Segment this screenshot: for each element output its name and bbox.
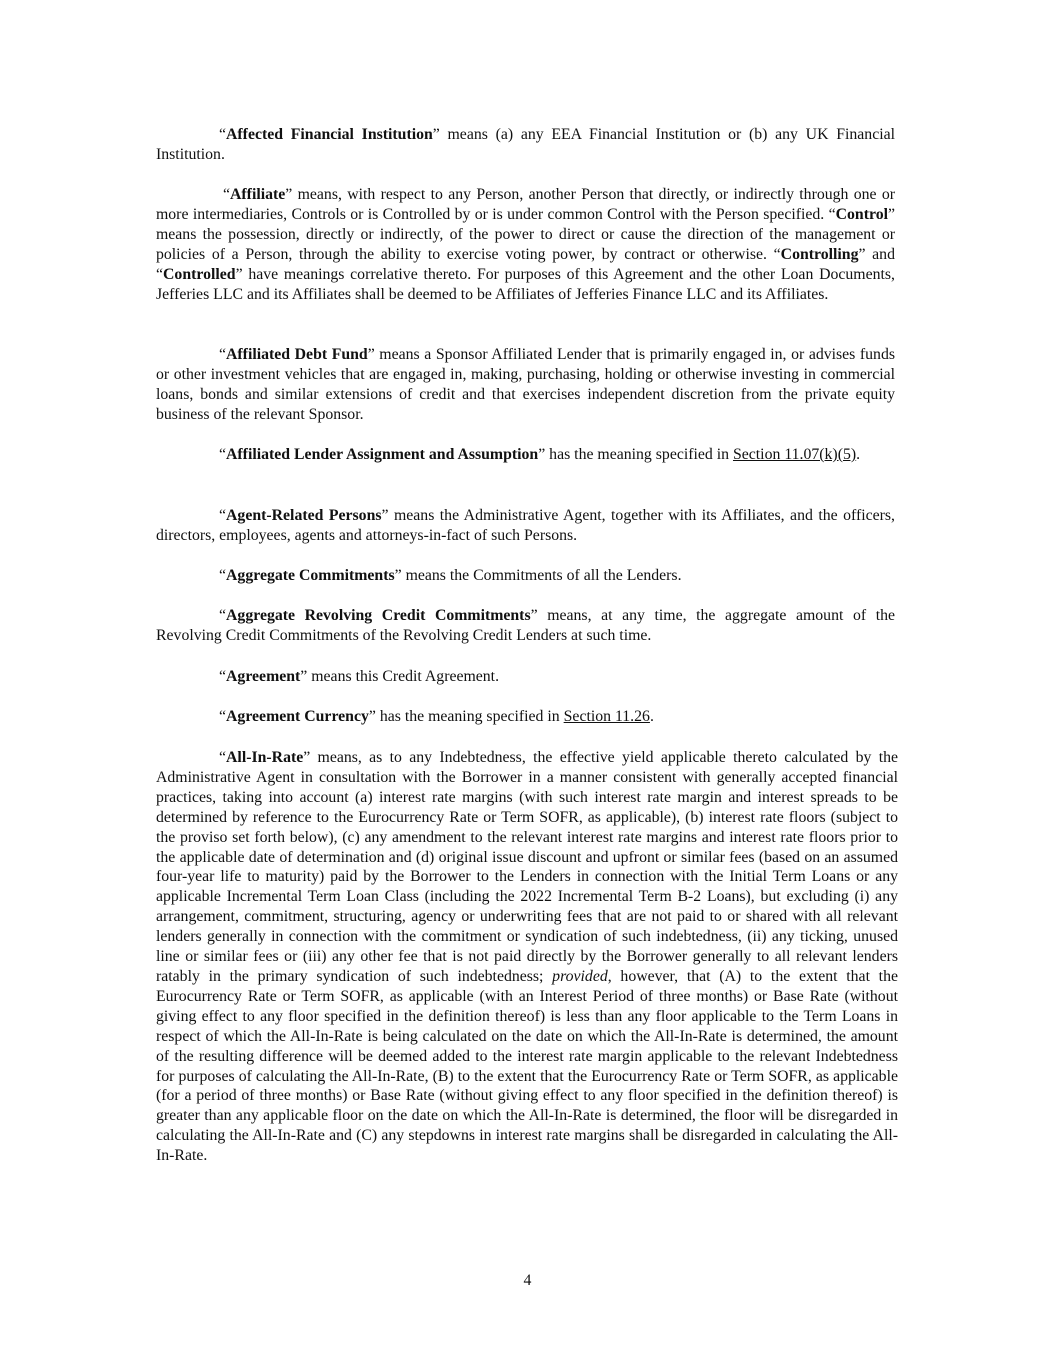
definition-text: .: [856, 446, 861, 463]
definition-text: “: [219, 126, 227, 143]
definition-text: ” means, as to any Indebtedness, the effective yield applicable thereto calculated by the Administrative Agent in consultation with the Borrower in a manner consistent with generally accepted financial practices, taking into account (a) interest rate margins (with such interest rate margin and interest spreads to be determined by reference to the Eurocurrency Rate or Term SOFR, as applicable), (b) interest rate floors (subject to the proviso set forth below), (c) any amendment to the relevant interest rate margins and interest rate floors prior to the applicable date of determination and (d) original issue discount and upfront or similar fees (based on an assumed four-year life to maturity) paid by the Borrower to the Lenders in connection with the Initial Term Loans or any applicable Incremental Term Loan Class (including the 2022 Incremental Term B-2 Loans), but excluding (i) any arrangement, commitment, structuring, agency or underwriting fees that are not paid to or shared with all relevant lenders generally in connection with the commitment or syndication of such indebtedness, (ii) any ticking, unused line or similar fees or (iii) any other fee that is not paid directly by the Borrower generally to all relevant lenders ratably in the primary syndication of such indebtedness;: [156, 749, 898, 985]
definition-text: “: [219, 346, 227, 363]
definition-text: ” means a Sponsor Affiliated Lender that is primarily engaged in, or advises funds or other investment vehicles that are engaged in, making, purchasing, holding or otherwise investing in commercial loans, bonds and similar extensions of credit and that exercises independent discretion from the private equity business of the relevant Sponsor.: [156, 346, 896, 423]
definition-paragraph: [156, 506, 895, 546]
section-reference: Section 11.26: [563, 708, 650, 725]
definition-paragraph: [156, 707, 895, 727]
definition-text: ” has the meaning specified in: [538, 446, 733, 463]
defined-term: Controlled: [163, 265, 236, 283]
definition-text: ” and “: [156, 245, 895, 283]
defined-term: Affiliated Lender Assignment and Assumption: [226, 446, 539, 463]
definition-text: ” means, with respect to any Person, another Person that directly, or indirectly through one or more intermediaries, Controls or is Controlled by or is under common Control with the Person specified. “: [156, 186, 895, 223]
definition-text: ” means the possession, directly or indirectly, of the power to direct or cause the direction of the management or policies of a Person, through the ability to exercise voting power, by contract or otherwise. “: [156, 205, 895, 263]
defined-term: Agent-Related Persons: [226, 507, 382, 524]
defined-term: Agreement: [226, 668, 301, 685]
definition-text: .: [649, 708, 654, 725]
defined-term: Aggregate Commitments: [226, 567, 395, 584]
definition-paragraph: [156, 606, 895, 646]
definition-text: ” means this Credit Agreement.: [300, 668, 500, 685]
definition-text: “: [219, 668, 227, 685]
definition-text: “: [219, 708, 227, 725]
definition-text: ” means, at any time, the aggregate amount of the Revolving Credit Commitments of the Revolving Credit Lenders at such time.: [156, 607, 896, 644]
definition-paragraph: [156, 345, 895, 425]
definition-text: ” means (a) any EEA Financial Institution or (b) any UK Financial Institution.: [156, 126, 895, 163]
definition-text: , however, that (A) to the extent that the Eurocurrency Rate or Term SOFR, as applicable (with an Interest Period of three months) or Base Rate (without giving effect to any floor specified in the definition thereof) is less than any floor applicable to the Term Loans in respect of which the All-In-Rate is being calculated on the date on which the All-In-Rate is determined, the amount of the resulting difference will be deemed added to the interest rate margin applicable to the relevant Indebtedness for purposes of calculating the All-In-Rate, (B) to the extent that the Eurocurrency Rate or Term SOFR, as applicable (for a period of three months) or Base Rate (without giving effect to any floor specified in the definition thereof) is greater than any applicable floor on the date on which the All-In-Rate is determined, the floor will be disregarded in calculating the All-In-Rate and (C) any stepdowns in interest rate margins shall be disregarded in calculating the All-In-Rate.: [156, 967, 898, 1165]
defined-term: Controlling: [780, 245, 859, 263]
definition-paragraph: [156, 667, 895, 687]
definition-paragraph: [156, 445, 895, 465]
definition-text: ” means the Commitments of all the Lenders.: [394, 567, 682, 584]
definition-text: “: [219, 567, 227, 584]
definition-text: “: [219, 749, 227, 766]
defined-term: Affected Financial Institution: [226, 126, 433, 143]
definition-paragraph: [156, 566, 895, 586]
definition-text: ” has the meaning specified in: [368, 708, 564, 725]
definition-text: “: [223, 186, 231, 203]
emphasis-text: provided: [552, 967, 608, 985]
definition-paragraph: [156, 748, 898, 1166]
definition-text: “: [219, 446, 227, 463]
defined-term: Affiliate: [230, 186, 286, 203]
defined-term: All-In-Rate: [226, 749, 304, 766]
definition-text: ” means the Administrative Agent, together with its Affiliates, and the officers, directors, employees, agents and attorneys-in-fact of such Persons.: [156, 507, 895, 544]
definition-text: “: [219, 607, 227, 624]
defined-term: Control: [835, 205, 888, 223]
definition-text: ” have meanings correlative thereto. For purposes of this Agreement and the other Loan Documents, Jefferies LLC and its Affiliates shall be deemed to be Affiliates of Jefferies Finance LLC and its Affiliates.: [156, 265, 895, 303]
defined-term: Aggregate Revolving Credit Commitments: [226, 607, 531, 624]
section-reference: Section 11.07(k)(5): [732, 446, 857, 463]
definition-text: “: [219, 507, 227, 524]
definition-paragraph: [156, 125, 895, 165]
defined-term: Affiliated Debt Fund: [226, 346, 368, 363]
page-number: 4: [523, 1272, 532, 1289]
defined-term: Agreement Currency: [226, 708, 369, 725]
definition-paragraph: [156, 185, 895, 304]
